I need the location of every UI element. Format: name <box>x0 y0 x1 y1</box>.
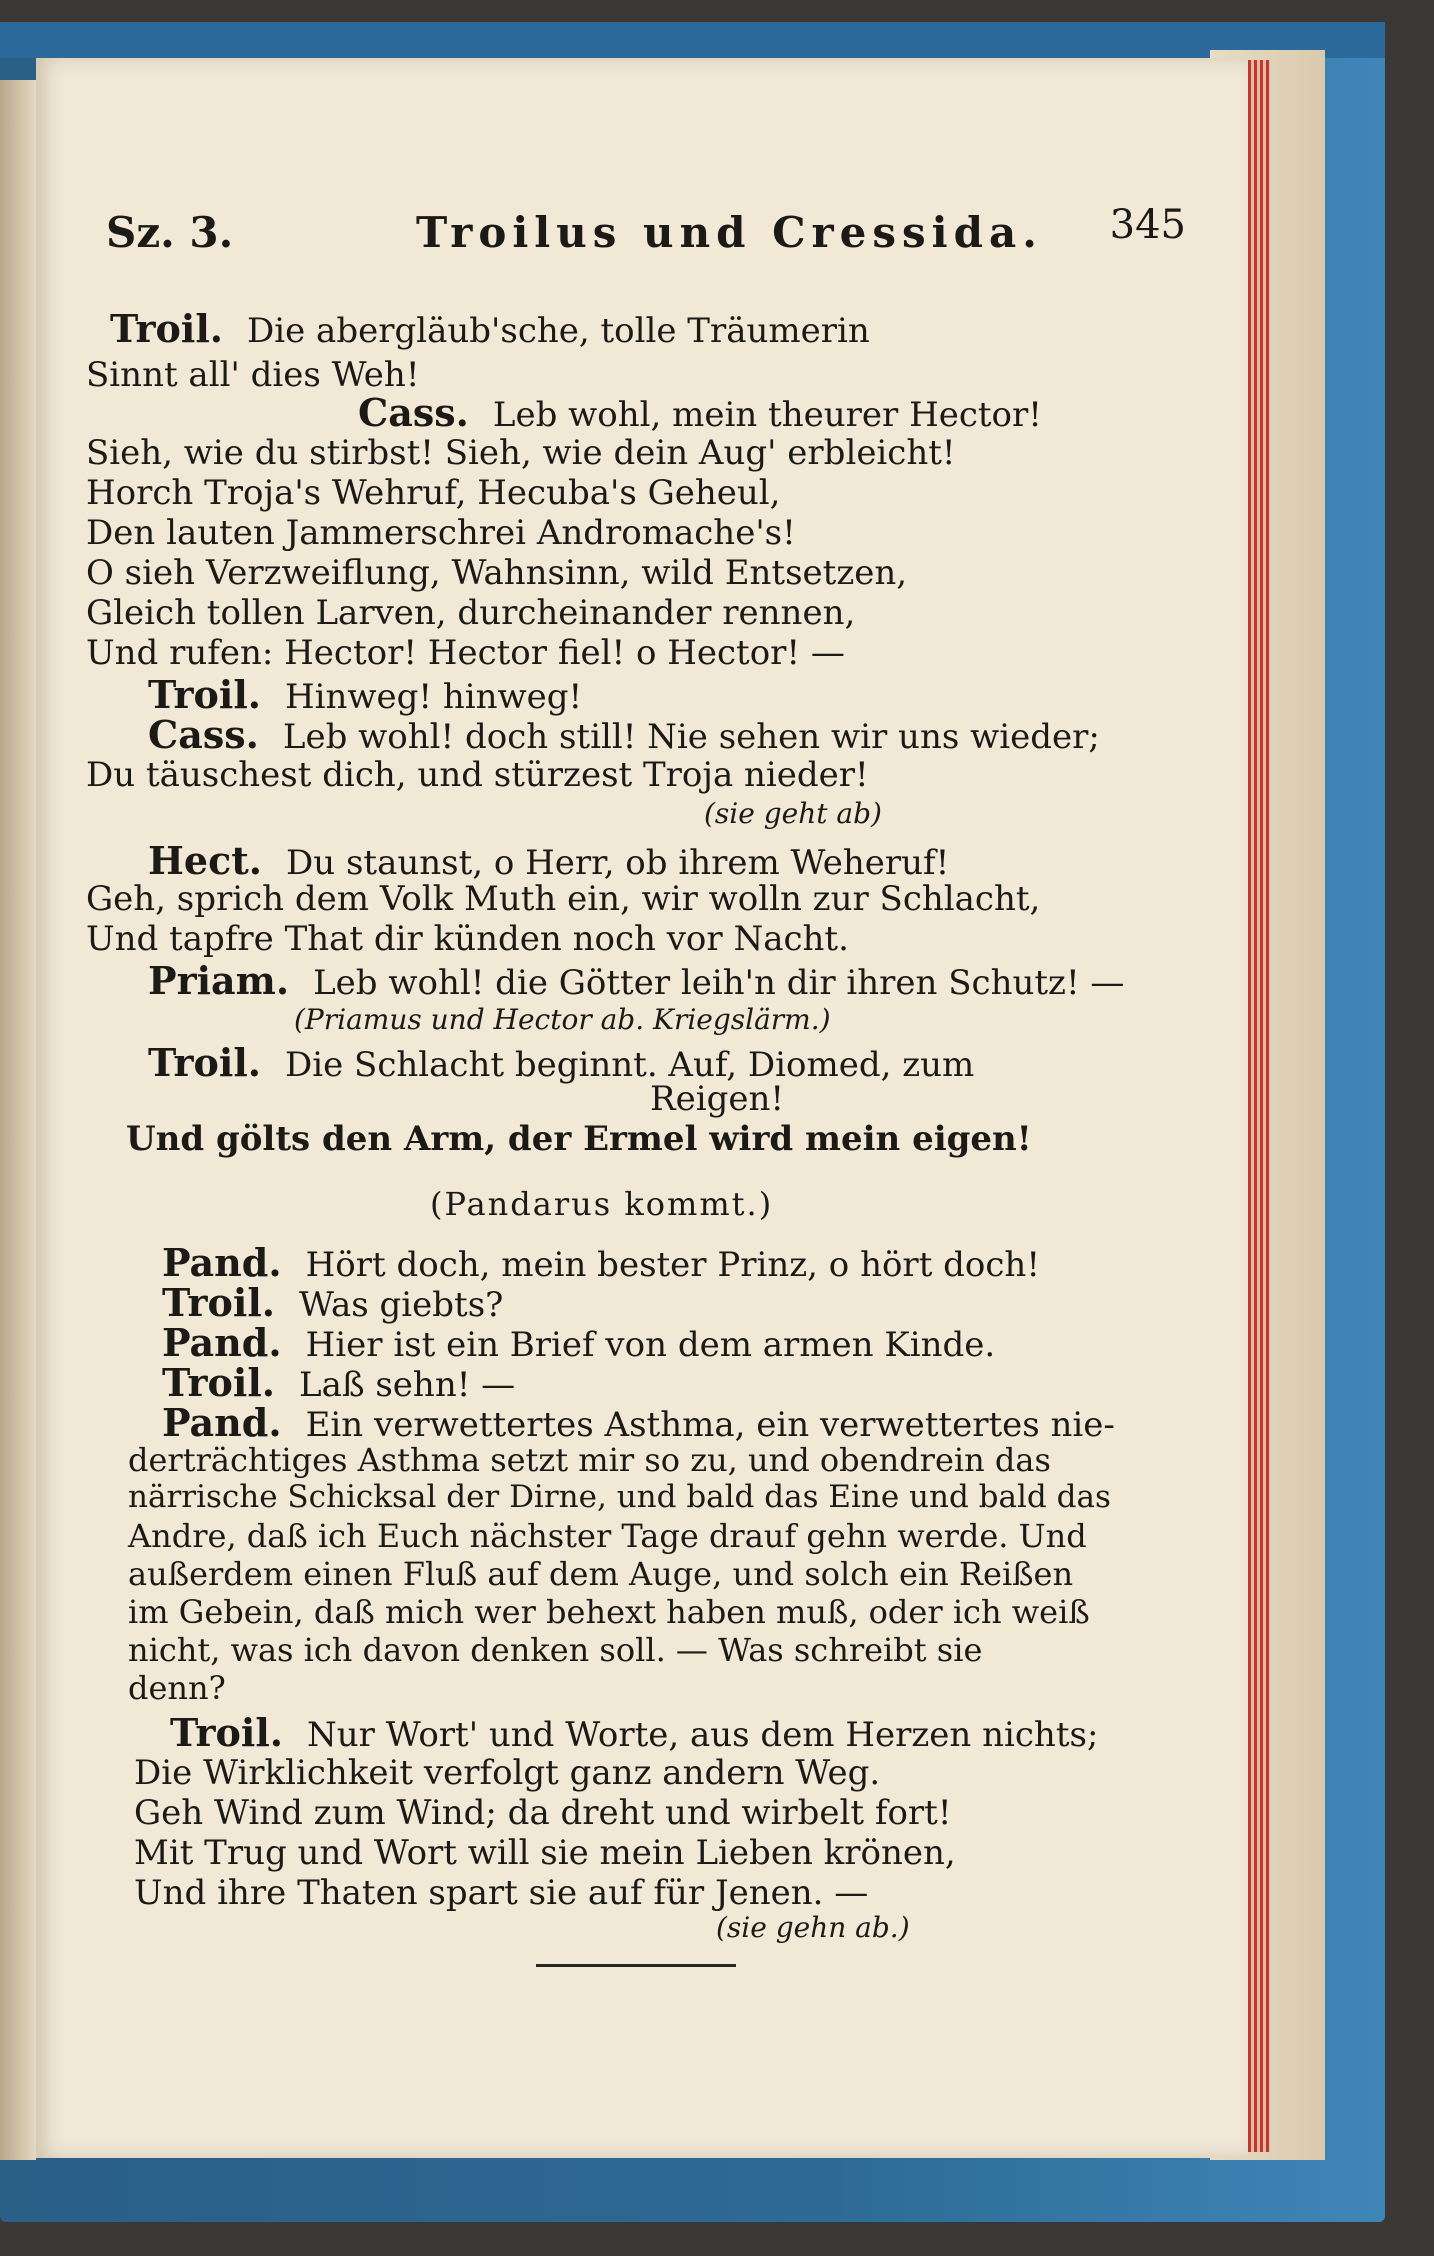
line-text: Geh, sprich dem Volk Muth ein, wir wolln zur Schlacht, <box>86 879 1041 919</box>
line-text: Gleich tollen Larven, durcheinander rennen, <box>86 593 856 633</box>
text-line <box>162 1240 1040 1285</box>
speaker-label: Pand. <box>162 1400 282 1445</box>
speaker-label: Hect. <box>148 838 262 883</box>
text-line <box>162 1280 504 1325</box>
stage-direction: (sie geht ab) <box>704 797 882 830</box>
text-line <box>128 1593 1090 1631</box>
line-text: Reigen! <box>650 1079 785 1119</box>
text-line <box>128 1631 983 1669</box>
speaker-label: Troil. <box>170 1710 283 1755</box>
line-text: Leb wohl! die Götter leih'n dir ihren Schutz! — <box>313 963 1125 1003</box>
line-text: Nur Wort' und Worte, aus dem Herzen nichts; <box>306 1715 1099 1755</box>
text-line <box>86 513 796 553</box>
text-line <box>110 306 870 351</box>
line-text: Andre, daß ich Euch nächster Tage drauf gehn werde. Und <box>128 1517 1087 1555</box>
red-page-edge <box>1248 60 1270 2152</box>
line-text: Hinweg! hinweg! <box>284 677 583 717</box>
line-text: nicht, was ich davon denken soll. — Was schreibt sie <box>128 1631 983 1669</box>
text-line <box>134 1793 952 1833</box>
text-line <box>86 879 1041 919</box>
speaker-label: Troil. <box>162 1280 275 1325</box>
line-text: Die Schlacht beginnt. Auf, Diomed, zum <box>284 1045 975 1085</box>
book-page <box>36 58 1248 2158</box>
text-line <box>170 1710 1099 1755</box>
text-line <box>162 1400 1115 1445</box>
line-text: Und ihre Thaten spart sie auf für Jenen. — <box>134 1873 869 1913</box>
text-line <box>128 1669 226 1707</box>
speaker-label: Priam. <box>148 958 290 1003</box>
text-line <box>86 473 781 513</box>
line-text: denn? <box>128 1669 226 1707</box>
speaker-label: Cass. <box>358 390 469 435</box>
line-text: Den lauten Jammerschrei Andromache's! <box>86 513 796 553</box>
stage-direction: (Priamus und Hector ab. Kriegslärm.) <box>294 1003 831 1036</box>
speaker-label: Pand. <box>162 1320 282 1365</box>
line-text: Und gölts den Arm, der Ermel wird mein eigen! <box>126 1119 1032 1159</box>
line-text: Ein verwettertes Asthma, ein verwettertes nie- <box>305 1405 1115 1445</box>
left-page-edge <box>0 80 36 2160</box>
line-text: O sieh Verzweiflung, Wahnsinn, wild Entsetzen, <box>86 553 908 593</box>
text-line <box>128 1517 1087 1555</box>
text-line <box>86 755 869 795</box>
text-line <box>86 919 849 959</box>
text-line <box>134 1833 956 1873</box>
line-text: außerdem einen Fluß auf dem Auge, und solch ein Reißen <box>128 1555 1074 1593</box>
line-text: Leb wohl! doch still! Nie sehen wir uns wieder; <box>282 717 1100 757</box>
text-line <box>126 1119 1032 1159</box>
line-text: Du täuschest dich, und stürzest Troja nieder! <box>86 755 869 795</box>
running-header <box>106 202 1186 278</box>
text-line <box>86 355 420 395</box>
line-text: Geh Wind zum Wind; da dreht und wirbelt fort! <box>134 1793 952 1833</box>
text-line <box>86 553 908 593</box>
line-text: närrische Schicksal der Dirne, und bald das Eine und bald das <box>128 1479 1111 1515</box>
line-text: Leb wohl, mein theurer Hector! <box>492 395 1042 435</box>
text-line <box>148 712 1100 757</box>
text-line <box>134 1873 869 1913</box>
line-text: Was giebts? <box>298 1285 504 1325</box>
end-rule <box>536 1964 736 1967</box>
play-title: Troilus und Cressida. <box>416 208 1043 257</box>
speaker-label: Troil. <box>148 672 261 717</box>
text-line <box>148 1040 975 1085</box>
text-line <box>148 838 950 883</box>
text-line <box>162 1320 996 1365</box>
page-number: 345 <box>1109 202 1186 248</box>
scene-label: Sz. 3. <box>106 208 234 257</box>
speaker-label: Cass. <box>148 712 259 757</box>
line-text: Und rufen: Hector! Hector fiel! o Hector! — <box>86 633 845 673</box>
speaker-label: Pand. <box>162 1240 282 1285</box>
text-line <box>128 1555 1074 1593</box>
line-text: Hört doch, mein bester Prinz, o hört doch! <box>305 1245 1040 1285</box>
speaker-label: Troil. <box>110 306 223 351</box>
text-line <box>358 390 1042 435</box>
line-text: Mit Trug und Wort will sie mein Lieben krönen, <box>134 1833 956 1873</box>
text-line <box>86 433 956 473</box>
line-text: im Gebein, daß mich wer behext haben muß, oder ich weiß <box>128 1593 1090 1631</box>
page-content <box>36 58 1248 2158</box>
speaker-label: Troil. <box>162 1360 275 1405</box>
stage-direction: (Pandarus kommt.) <box>430 1185 774 1223</box>
line-text: Hier ist ein Brief von dem armen Kinde. <box>305 1325 996 1365</box>
text-line <box>148 958 1125 1003</box>
line-text: derträchtiges Asthma setzt mir so zu, und obendrein das <box>128 1441 1051 1479</box>
text-line <box>148 672 583 717</box>
text-line <box>134 1753 881 1793</box>
cover-top-edge <box>0 22 1385 58</box>
text-line <box>86 593 856 633</box>
text-line <box>128 1479 1111 1515</box>
line-text: Horch Troja's Wehruf, Hecuba's Geheul, <box>86 473 781 513</box>
text-line <box>162 1360 516 1405</box>
line-text: Sinnt all' dies Weh! <box>86 355 420 395</box>
line-text: Und tapfre That dir künden noch vor Nacht. <box>86 919 849 959</box>
stage-direction: (sie gehn ab.) <box>716 1911 910 1944</box>
text-line <box>650 1079 785 1119</box>
line-text: Du staunst, o Herr, ob ihrem Weheruf! <box>286 843 950 883</box>
line-text: Laß sehn! — <box>298 1365 516 1405</box>
line-text: Die abergläub'sche, tolle Träumerin <box>246 311 870 351</box>
line-text: Sieh, wie du stirbst! Sieh, wie dein Aug' erbleicht! <box>86 433 956 473</box>
line-text: Die Wirklichkeit verfolgt ganz andern Weg. <box>134 1753 881 1793</box>
speaker-label: Troil. <box>148 1040 261 1085</box>
text-line <box>86 633 845 673</box>
text-line <box>128 1441 1051 1479</box>
